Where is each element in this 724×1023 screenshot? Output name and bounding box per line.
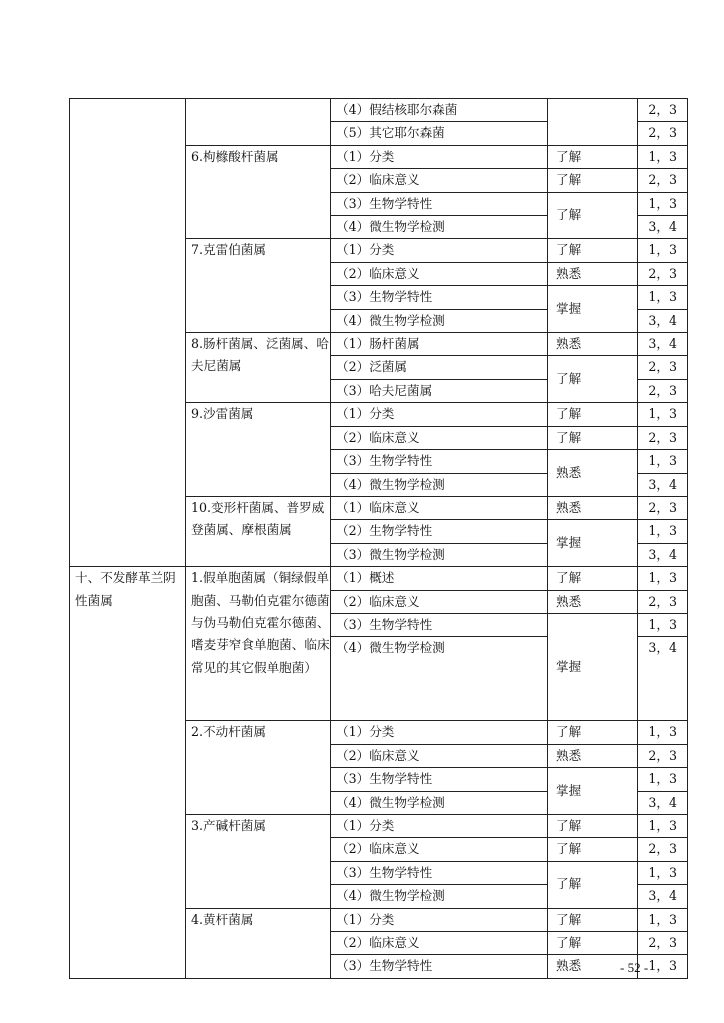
level-cell: 1，3 xyxy=(638,450,688,473)
item-cell: （1）分类 xyxy=(331,145,548,168)
level-cell: 1，3 xyxy=(638,239,688,262)
requirement-cell: 掌握 xyxy=(548,768,638,815)
level-cell: 2，3 xyxy=(638,838,688,861)
page-number: - 52 - xyxy=(620,960,649,975)
requirement-cell: 熟悉 xyxy=(548,262,638,285)
requirement-cell: 了解 xyxy=(548,356,638,403)
item-cell: （4）微生物学检测 xyxy=(331,791,548,814)
subsection-cell: 1.假单胞菌属（铜绿假单胞菌、马勒伯克霍尔德菌与伪马勒伯克霍尔德菌、嗜麦芽窄食单胞菌、临床常见的其它假单胞菌） xyxy=(186,567,331,721)
item-cell: （2）临床意义 xyxy=(331,169,548,192)
requirement-cell: 了解 xyxy=(548,908,638,931)
item-cell: （1）分类 xyxy=(331,721,548,744)
requirement-cell: 了解 xyxy=(548,403,638,426)
requirement-cell: 了解 xyxy=(548,567,638,590)
requirement-cell: 了解 xyxy=(548,145,638,168)
item-cell: （5）其它耶尔森菌 xyxy=(331,122,548,145)
requirement-cell: 了解 xyxy=(548,169,638,192)
level-cell: 1，3 xyxy=(638,721,688,744)
subsection-cell: 6.枸橼酸杆菌属 xyxy=(186,145,331,239)
item-cell: （1）肠杆菌属 xyxy=(331,333,548,356)
item-cell: （4）微生物学检测 xyxy=(331,473,548,496)
level-cell: 2，3 xyxy=(638,496,688,519)
level-cell: 3，4 xyxy=(638,637,688,721)
level-cell: 1，3 xyxy=(638,768,688,791)
section-cell: 十、不发酵革兰阴性菌属 xyxy=(70,567,186,979)
requirement-cell: 了解 xyxy=(548,932,638,955)
item-cell: （1）分类 xyxy=(331,814,548,837)
item-cell: （3）生物学特性 xyxy=(331,286,548,309)
level-cell: 2，3 xyxy=(638,99,688,122)
item-cell: （2）临床意义 xyxy=(331,932,548,955)
item-cell: （2）临床意义 xyxy=(331,262,548,285)
level-cell: 3，4 xyxy=(638,885,688,908)
requirement-cell: 熟悉 xyxy=(548,450,638,497)
requirement-cell: 熟悉 xyxy=(548,955,638,978)
subsection-cell: 9.沙雷菌属 xyxy=(186,403,331,497)
level-cell: 2，3 xyxy=(638,590,688,613)
item-cell: （2）生物学特性 xyxy=(331,520,548,543)
level-cell: 2，3 xyxy=(638,932,688,955)
requirement-cell: 了解 xyxy=(548,814,638,837)
table-row xyxy=(70,567,688,590)
requirement-cell: 了解 xyxy=(548,721,638,744)
level-cell: 1，3 xyxy=(638,861,688,884)
requirement-cell: 了解 xyxy=(548,192,638,239)
level-cell: 1，3 xyxy=(638,955,688,978)
level-cell: 1，3 xyxy=(638,814,688,837)
syllabus-table xyxy=(69,98,688,979)
item-cell: （4）微生物学检测 xyxy=(331,216,548,239)
item-cell: （3）生物学特性 xyxy=(331,768,548,791)
item-cell: （2）泛菌属 xyxy=(331,356,548,379)
item-cell: （4）微生物学检测 xyxy=(331,885,548,908)
subsection-cell: 2.不动杆菌属 xyxy=(186,721,331,815)
level-cell: 1，3 xyxy=(638,403,688,426)
requirement-cell: 掌握 xyxy=(548,613,638,720)
item-cell: （3）生物学特性 xyxy=(331,613,548,636)
requirement-cell: 熟悉 xyxy=(548,333,638,356)
item-cell: （3）生物学特性 xyxy=(331,192,548,215)
level-cell: 2，3 xyxy=(638,426,688,449)
item-cell: （4）微生物学检测 xyxy=(331,309,548,332)
item-cell: （4）假结核耶尔森菌 xyxy=(331,99,548,122)
requirement-cell: 掌握 xyxy=(548,286,638,333)
item-cell: （1）分类 xyxy=(331,908,548,931)
level-cell: 1，3 xyxy=(638,567,688,590)
level-cell: 1，3 xyxy=(638,613,688,636)
requirement-cell: 熟悉 xyxy=(548,496,638,519)
requirement-cell: 熟悉 xyxy=(548,744,638,767)
item-cell: （1）临床意义 xyxy=(331,496,548,519)
subsection-cell: 4.黄杆菌属 xyxy=(186,908,331,978)
requirement-cell xyxy=(548,99,638,146)
item-cell: （1）分类 xyxy=(331,403,548,426)
requirement-cell: 熟悉 xyxy=(548,590,638,613)
requirement-cell: 掌握 xyxy=(548,520,638,567)
section-cell xyxy=(70,99,186,567)
requirement-cell: 了解 xyxy=(548,861,638,908)
level-cell: 2，3 xyxy=(638,379,688,402)
level-cell: 2，3 xyxy=(638,744,688,767)
table-row xyxy=(70,99,688,122)
requirement-cell: 了解 xyxy=(548,838,638,861)
item-cell: （2）临床意义 xyxy=(331,744,548,767)
level-cell: 2，3 xyxy=(638,122,688,145)
level-cell: 3，4 xyxy=(638,791,688,814)
requirement-cell: 了解 xyxy=(548,239,638,262)
item-cell: （2）临床意义 xyxy=(331,838,548,861)
subsection-cell xyxy=(186,99,331,146)
item-cell: （3）生物学特性 xyxy=(331,955,548,978)
level-cell: 1，3 xyxy=(638,192,688,215)
item-cell: （2）临床意义 xyxy=(331,590,548,613)
item-cell: （3）生物学特性 xyxy=(331,861,548,884)
level-cell: 1，3 xyxy=(638,908,688,931)
level-cell: 2，3 xyxy=(638,356,688,379)
level-cell: 3，4 xyxy=(638,473,688,496)
level-cell: 1，3 xyxy=(638,520,688,543)
subsection-cell: 7.克雷伯菌属 xyxy=(186,239,331,333)
level-cell: 3，4 xyxy=(638,216,688,239)
item-cell: （1）概述 xyxy=(331,567,548,590)
level-cell: 3，4 xyxy=(638,543,688,566)
item-cell: （3）哈夫尼菌属 xyxy=(331,379,548,402)
subsection-cell: 8.肠杆菌属、泛菌属、哈夫尼菌属 xyxy=(186,333,331,403)
level-cell: 2，3 xyxy=(638,262,688,285)
item-cell: （2）临床意义 xyxy=(331,426,548,449)
item-cell: （3）生物学特性 xyxy=(331,450,548,473)
item-cell: （3）微生物学检测 xyxy=(331,543,548,566)
level-cell: 3，4 xyxy=(638,333,688,356)
item-cell: （1）分类 xyxy=(331,239,548,262)
subsection-cell: 3.产碱杆菌属 xyxy=(186,814,331,908)
level-cell: 1，3 xyxy=(638,145,688,168)
level-cell: 3，4 xyxy=(638,309,688,332)
level-cell: 1，3 xyxy=(638,286,688,309)
level-cell: 2，3 xyxy=(638,169,688,192)
item-cell: （4）微生物学检测 xyxy=(331,637,548,721)
requirement-cell: 了解 xyxy=(548,426,638,449)
subsection-cell: 10.变形杆菌属、普罗威登菌属、摩根菌属 xyxy=(186,496,331,566)
